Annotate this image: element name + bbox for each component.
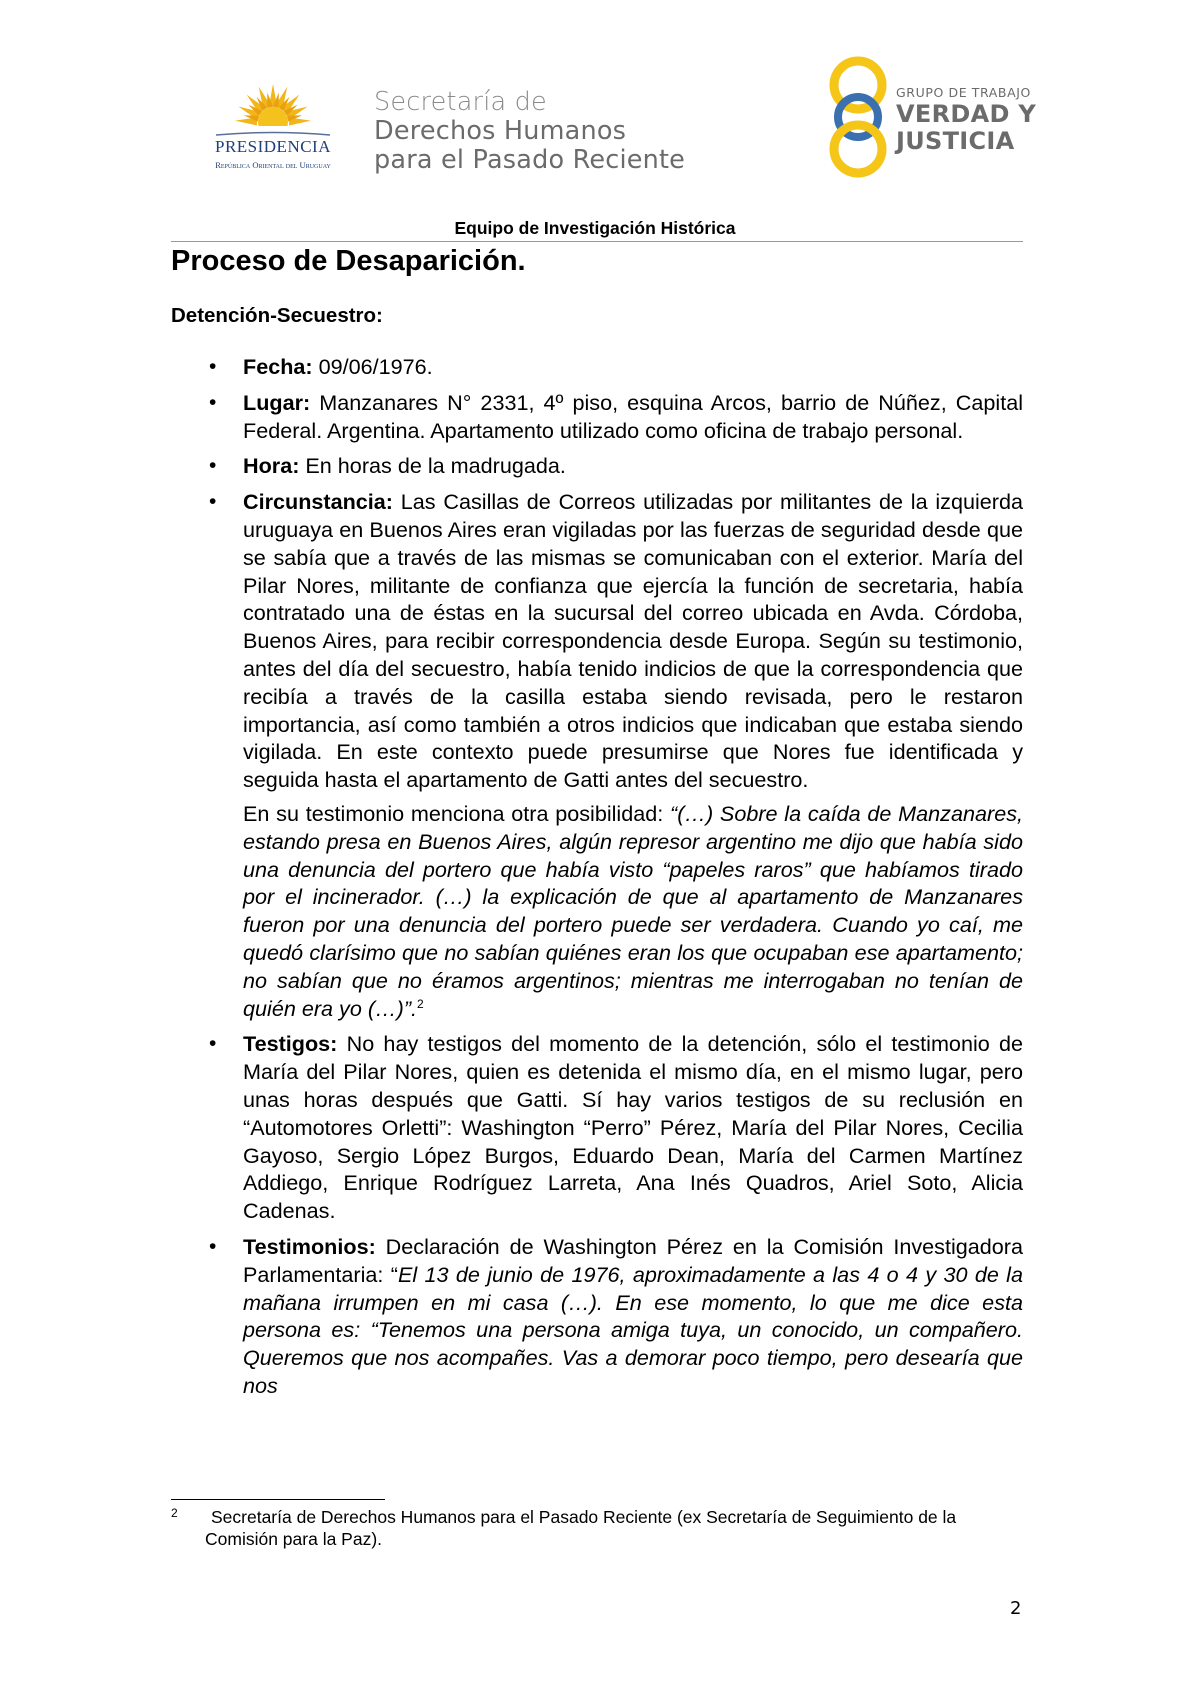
circunstancia-label: Circunstancia: bbox=[243, 489, 393, 515]
testimonios-text: Declaración de Washington Pérez en la Comisión Investigadora Parlamentaria: “ bbox=[243, 1233, 1023, 1287]
page-title: Proceso de Desaparición. bbox=[171, 245, 526, 277]
footnote-text: Secretaría de Derechos Humanos para el Pasado Reciente (ex Secretaría de Seguimiento de la Comisión para la Paz). bbox=[205, 1507, 957, 1549]
list-item-testigos bbox=[243, 1030, 1023, 1225]
list-item-circunstancia bbox=[243, 488, 1023, 1022]
presidencia-subtitle: República Oriental del Uruguay bbox=[215, 160, 331, 170]
footnote bbox=[171, 1506, 1023, 1550]
grupo-line-1: VERDAD Y bbox=[896, 100, 1037, 128]
grupo-small-label: GRUPO DE TRABAJO bbox=[896, 85, 1031, 100]
lugar-value: Manzanares N° 2331, 4º piso, esquina Arcos, barrio de Núñez, Capital Federal. Argentina. Apartamento utilizado como oficina de trabajo personal. bbox=[243, 389, 1023, 443]
footnote-divider bbox=[171, 1499, 385, 1500]
detention-details-list bbox=[243, 353, 1023, 1408]
section-title: Detención-Secuestro: bbox=[171, 304, 383, 327]
testigos-label: Testigos: bbox=[243, 1031, 338, 1057]
page-number: 2 bbox=[1010, 1598, 1022, 1619]
list-item-testimonios bbox=[243, 1233, 1023, 1400]
testimonios-quote: El 13 de junio de 1976, aproximadamente a las 4 o 4 y 30 de la mañana irrumpen en mi casa (…). En ese momento, lo que me dice esta persona es: “Tenemos una persona amiga tuya, un conocido, un compañero. Queremos que nos acompañes. Vas a demorar poco tiempo, pero desearía que nos bbox=[243, 1261, 1023, 1398]
secretaria-line-2: Derechos Humanos bbox=[374, 116, 627, 146]
presidencia-logo bbox=[196, 80, 350, 180]
circunstancia-text: Las Casillas de Correos utilizadas por militantes de la izquierda uruguaya en Buenos Aires eran vigiladas por las fuerzas de seguridad desde que se sabía que a través de las mismas se comunicaban con el exterior. María del Pilar Nores, militante de confianza que ejercía la función de secretaria, había contratado una de éstas en la sucursal del correo ubicada en Avda. Córdoba, Buenos Aires, para recibir correspondencia desde Europa. Según su testimonio, antes del día del secuestro, había tenido indicios de que la correspondencia que recibía a través de la casilla estaba siendo revisada, pero le restaron importancia, así como también a otros indicios que indicaban que estaba siendo vigilada. En este contexto puede presumirse que Nores fue identificada y seguida hasta el apartamento de Gatti antes del secuestro. bbox=[243, 489, 1023, 793]
list-item-lugar bbox=[243, 389, 1023, 445]
grupo-line-2: JUSTICIA bbox=[896, 127, 1015, 155]
lugar-label: Lugar: bbox=[243, 389, 311, 415]
footnote-reference[interactable]: 2 bbox=[417, 996, 424, 1011]
fecha-value: 09/06/1976. bbox=[312, 354, 433, 379]
fecha-label: Fecha: bbox=[243, 354, 313, 379]
header-divider bbox=[171, 241, 1023, 242]
testimonios-label: Testimonios: bbox=[243, 1233, 376, 1259]
grupo-verdad-justicia-logo bbox=[820, 55, 1040, 180]
secretaria-logo bbox=[374, 88, 704, 180]
footnote-mark: 2 bbox=[171, 1506, 178, 1520]
circunstancia-continuation: En su testimonio menciona otra posibilidad: bbox=[243, 800, 670, 826]
circunstancia-quote: “(…) Sobre la caída de Manzanares, estando presa en Buenos Aires, algún represor argentino me dijo que había sido una denuncia del portero que había visto “papeles raros” que habíamos tirado por el incinerador. (…) la explicación de que al apartamento de Manzanares fueron por una denuncia del portero puede ser verdadera. Cuando yo caí, me quedó clarísimo que no sabían quiénes eran los que ocupaban ese apartamento; no sabían que no éramos argentinos; mientras me interrogaban no tenían de quién era yo (…)”. bbox=[243, 800, 1023, 1021]
hora-value: En horas de la madrugada. bbox=[299, 453, 566, 479]
rings-emblem-icon bbox=[820, 55, 900, 180]
secretaria-line-3: para el Pasado Reciente bbox=[374, 145, 686, 175]
testigos-text: No hay testigos del momento de la detención, sólo el testimonio de María del Pilar Nores, quien es detenida el mismo día, en el mismo lugar, pero unas horas después que Gatti. Sí hay varios testigos de su reclusión en “Automotores Orletti”: Washington “Perro” Pérez, María del Pilar Nores, Cecilia Gayoso, Sergio López Burgos, Eduardo Dean, María del Carmen Martínez Addiego, Enrique Rodríguez Larreta, Ana Inés Quadros, Ariel Soto, Alicia Cadenas. bbox=[243, 1031, 1023, 1224]
secretaria-line-1: Secretaría de bbox=[374, 87, 547, 117]
team-header: Equipo de Investigación Histórica bbox=[454, 218, 736, 238]
list-item-hora bbox=[243, 452, 1023, 480]
hora-label: Hora: bbox=[243, 453, 300, 479]
list-item-fecha bbox=[243, 353, 1023, 381]
presidencia-name: PRESIDENCIA bbox=[214, 137, 331, 156]
